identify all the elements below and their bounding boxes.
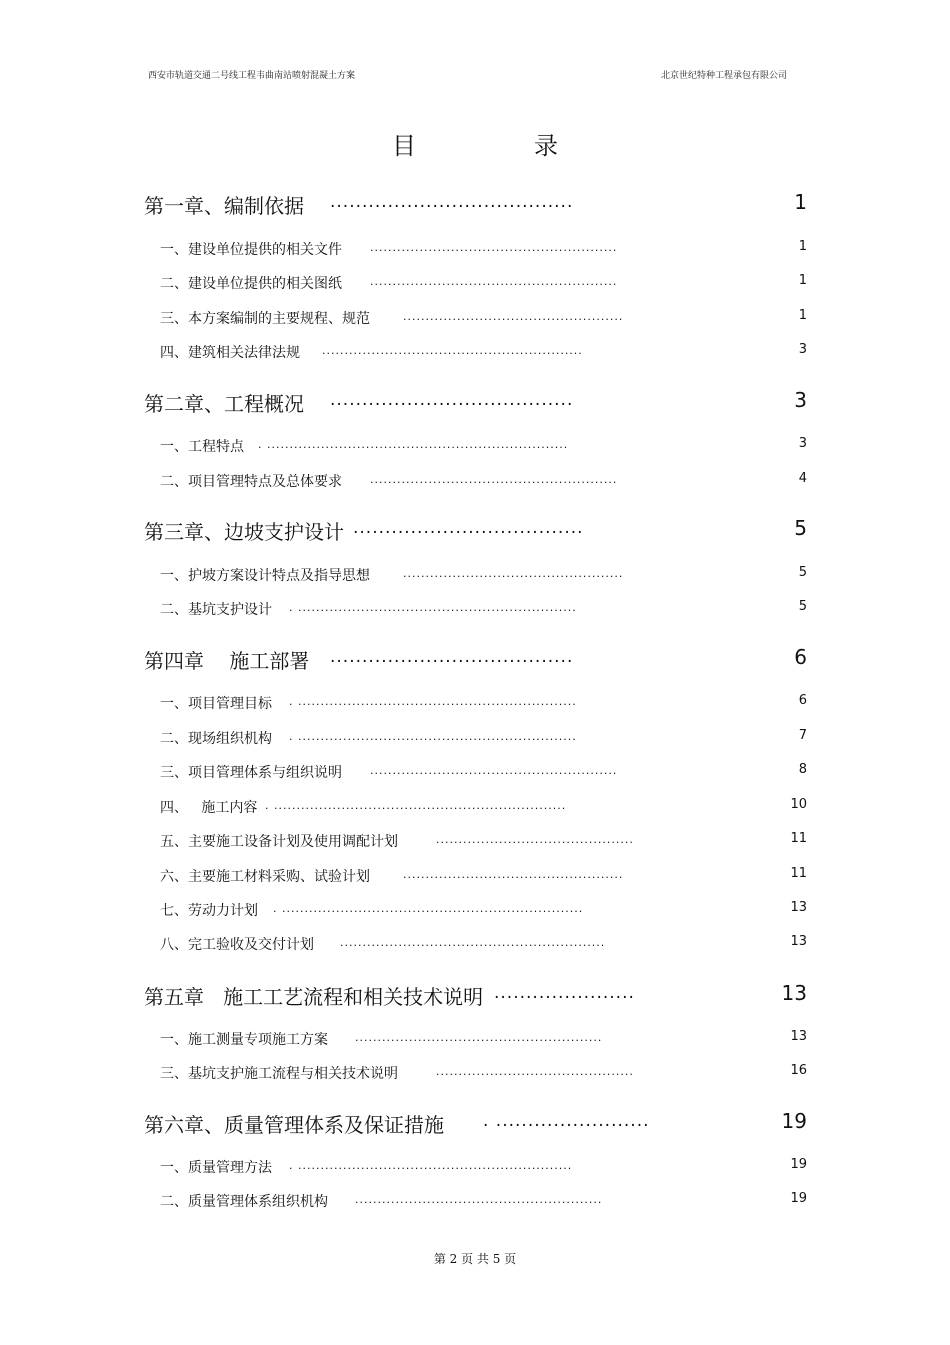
- toc-page-number: 5: [798, 565, 807, 580]
- toc-entry-label: 三、项目管理体系与组织说明: [160, 765, 342, 781]
- toc-leader-dots: .................................................: [403, 567, 624, 580]
- toc-page-number: 13: [790, 1029, 807, 1044]
- toc-leader-dots: .......................................................: [355, 1193, 603, 1206]
- toc-entry-label: 四、建筑相关法律法规: [160, 345, 300, 361]
- toc-entry-label: 一、施工测量专项施工方案: [160, 1032, 328, 1048]
- toc-title-left: 目: [392, 132, 416, 160]
- toc-entry-label: 一、护坡方案设计特点及指导思想: [160, 568, 370, 584]
- toc-page-number: 6: [794, 645, 807, 669]
- toc-entry-label: 第六章、质量管理体系及保证措施: [144, 1113, 444, 1137]
- toc-entry-label: 三、本方案编制的主要规程、规范: [160, 311, 370, 327]
- toc-leader-dots: . ...................................................................: [258, 438, 569, 451]
- toc-page-number: 4: [798, 471, 807, 486]
- toc-page-number: 7: [798, 728, 807, 743]
- toc-page-number: 8: [798, 762, 807, 777]
- toc-page-number: 1: [798, 308, 807, 323]
- toc-leader-dots: .................................................: [403, 310, 624, 323]
- toc-page-number: 3: [798, 436, 807, 451]
- toc-leader-dots: ..........................................................: [322, 344, 583, 357]
- running-header-right: 北京世纪特种工程承包有限公司: [660, 71, 787, 81]
- toc-entry-label: 五、主要施工设备计划及使用调配计划: [160, 834, 398, 850]
- toc-entry-label: 六、主要施工材料采购、试验计划: [160, 869, 370, 885]
- page-footer: 第 2 页 共 5 页: [433, 1252, 517, 1266]
- toc-page-number: 19: [790, 1157, 807, 1172]
- toc-entry-label: 一、建设单位提供的相关文件: [160, 242, 342, 258]
- toc-leader-dots: . ..............................................................: [289, 695, 577, 708]
- toc-entry-label: 第一章、编制依据: [144, 194, 304, 218]
- toc-leader-dots: .......................................................: [370, 275, 618, 288]
- toc-page-number: 19: [790, 1191, 807, 1206]
- toc-page-number: 19: [781, 1109, 807, 1133]
- toc-page-number: 11: [790, 866, 807, 881]
- toc-entry-label: 二、质量管理体系组织机构: [160, 1194, 328, 1210]
- toc-entry-label: 二、建设单位提供的相关图纸: [160, 276, 342, 292]
- toc-leader-dots: . .................................................................: [265, 799, 567, 812]
- toc-page-number: 10: [790, 797, 807, 812]
- toc-page-number: 5: [798, 599, 807, 614]
- toc-entry-label: 第二章、工程概况: [144, 392, 304, 416]
- toc-leader-dots: ...........................................................: [340, 936, 606, 949]
- toc-leader-dots: . ..............................................................: [289, 601, 577, 614]
- toc-leader-dots: . .............................................................: [289, 1159, 573, 1172]
- toc-entry-label: 一、质量管理方法: [160, 1160, 272, 1176]
- toc-leader-dots: .......................................................: [370, 473, 618, 486]
- toc-page-number: 1: [798, 239, 807, 254]
- toc-page-number: 6: [798, 693, 807, 708]
- toc-leader-dots: ......................................: [330, 390, 574, 410]
- toc-page-number: 1: [798, 273, 807, 288]
- toc-entry-label: 八、完工验收及交付计划: [160, 937, 314, 953]
- toc-leader-dots: ............................................: [436, 833, 634, 846]
- toc-entry-label: 一、项目管理目标: [160, 696, 272, 712]
- toc-page-number: 5: [794, 516, 807, 540]
- toc-entry-label: 二、项目管理特点及总体要求: [160, 474, 342, 490]
- running-header-left: 西安市轨道交通二号线工程韦曲南站喷射混凝土方案: [148, 71, 356, 81]
- toc-leader-dots: ....................................: [353, 518, 584, 538]
- toc-entry-label: 第四章 施工部署: [144, 649, 310, 673]
- toc-entry-label: 一、工程特点: [160, 439, 244, 455]
- toc-leader-dots: . ..............................................................: [289, 730, 577, 743]
- toc-leader-dots: . ...................................................................: [273, 902, 584, 915]
- toc-page-number: 3: [794, 388, 807, 412]
- toc-page-number: 3: [798, 342, 807, 357]
- toc-page-number: 13: [781, 981, 807, 1005]
- toc-page-number: 11: [790, 831, 807, 846]
- toc-entry-label: 二、现场组织机构: [160, 731, 272, 747]
- toc-leader-dots: .......................................................: [355, 1031, 603, 1044]
- toc-entry-label: 七、劳动力计划: [160, 903, 258, 919]
- toc-entry-label: 四、 施工内容: [160, 800, 258, 816]
- toc-leader-dots: ......................: [494, 983, 635, 1003]
- toc-entry-label: 二、基坑支护设计: [160, 602, 272, 618]
- toc-leader-dots: .......................................................: [370, 241, 618, 254]
- toc-page-number: 1: [794, 190, 807, 214]
- toc-leader-dots: .......................................................: [370, 764, 618, 777]
- toc-entry-label: 第三章、边坡支护设计: [144, 520, 344, 544]
- toc-page-number: 13: [790, 934, 807, 949]
- toc-leader-dots: ............................................: [436, 1065, 634, 1078]
- toc-leader-dots: ......................................: [330, 647, 574, 667]
- toc-entry-label: 三、基坑支护施工流程与相关技术说明: [160, 1066, 398, 1082]
- toc-leader-dots: . ........................: [483, 1111, 650, 1131]
- toc-leader-dots: .................................................: [403, 868, 624, 881]
- toc-page-number: 16: [790, 1063, 807, 1078]
- toc-page-number: 13: [790, 900, 807, 915]
- toc-entry-label: 第五章 施工工艺流程和相关技术说明: [144, 985, 484, 1009]
- toc-leader-dots: ......................................: [330, 192, 574, 212]
- toc-title-right: 录: [534, 132, 558, 160]
